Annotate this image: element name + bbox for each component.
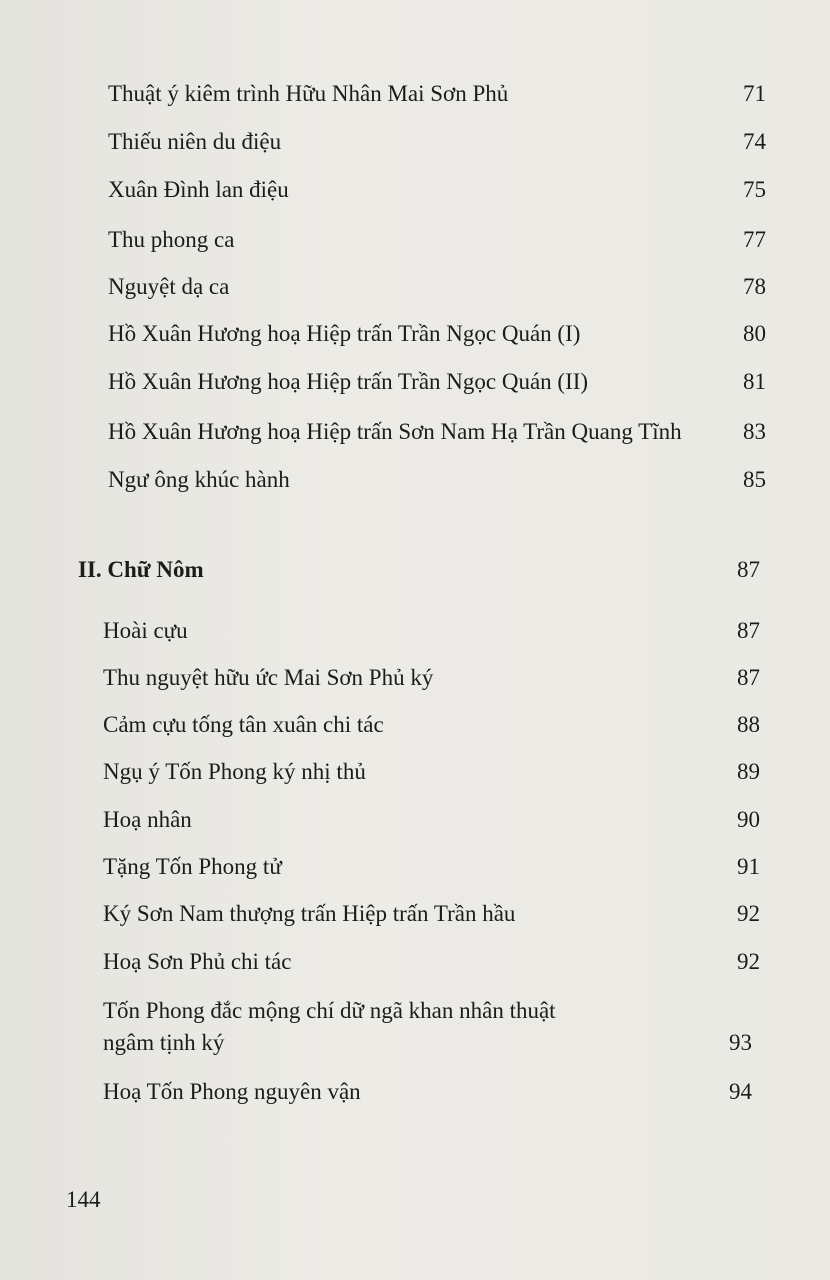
entry-title-line1: Tốn Phong đắc mộng chí dữ ngã khan nhân thuật xyxy=(103,998,556,1023)
entry-page: 71 xyxy=(743,81,766,106)
entry-title: Tặng Tốn Phong tử xyxy=(103,854,282,879)
entry-page: 85 xyxy=(743,467,766,492)
section-heading-page: 87 xyxy=(737,557,760,582)
entry-title: Thiếu niên du điệu xyxy=(108,129,282,154)
entry-title: Cảm cựu tống tân xuân chi tác xyxy=(103,712,384,737)
entry-title-line2: ngâm tịnh ký xyxy=(103,1030,225,1055)
entry-title: Hoạ nhân xyxy=(103,807,192,832)
entry-page: 87 xyxy=(737,618,760,643)
entry-page: 75 xyxy=(743,177,766,202)
entry-title: Hoài cựu xyxy=(103,618,188,643)
entry-title: Hoạ Tốn Phong nguyên vận xyxy=(103,1079,361,1104)
entry-title: Ngư ông khúc hành xyxy=(108,467,290,492)
entry-page: 83 xyxy=(743,419,766,444)
entry-title: Thu phong ca xyxy=(108,227,235,252)
entry-page: 91 xyxy=(737,854,760,879)
entry-page: 74 xyxy=(743,129,766,154)
entry-page: 90 xyxy=(737,807,760,832)
page-number: 144 xyxy=(66,1187,101,1212)
entry-page: 93 xyxy=(729,1030,752,1055)
entry-title: Hồ Xuân Hương hoạ Hiệp trấn Trần Ngọc Quán (I) xyxy=(108,321,581,346)
entry-page: 94 xyxy=(729,1079,752,1104)
entry-title: Hồ Xuân Hương hoạ Hiệp trấn Sơn Nam Hạ Trần Quang Tĩnh xyxy=(108,419,682,444)
entry-title: Thuật ý kiêm trình Hữu Nhân Mai Sơn Phủ xyxy=(108,81,509,106)
entry-title: Nguyệt dạ ca xyxy=(108,274,230,299)
entry-page: 77 xyxy=(743,227,766,252)
entry-page: 78 xyxy=(743,274,766,299)
entry-page: 81 xyxy=(743,369,766,394)
entry-title: Xuân Đình lan điệu xyxy=(108,177,289,202)
entry-page: 87 xyxy=(737,665,760,690)
entry-title: Ký Sơn Nam thượng trấn Hiệp trấn Trần hầu xyxy=(103,901,516,926)
entry-title: Hồ Xuân Hương hoạ Hiệp trấn Trần Ngọc Quán (II) xyxy=(108,369,589,394)
entry-page: 92 xyxy=(737,949,760,974)
entry-page: 92 xyxy=(737,901,760,926)
entry-title: Ngụ ý Tốn Phong ký nhị thủ xyxy=(103,759,366,784)
entry-title: Thu nguyệt hữu ức Mai Sơn Phủ ký xyxy=(103,665,434,690)
entry-page: 80 xyxy=(743,321,766,346)
entry-page: 89 xyxy=(737,759,760,784)
entry-page: 88 xyxy=(737,712,760,737)
section-heading-title: II. Chữ Nôm xyxy=(78,557,204,582)
entry-title: Hoạ Sơn Phủ chi tác xyxy=(103,949,292,974)
